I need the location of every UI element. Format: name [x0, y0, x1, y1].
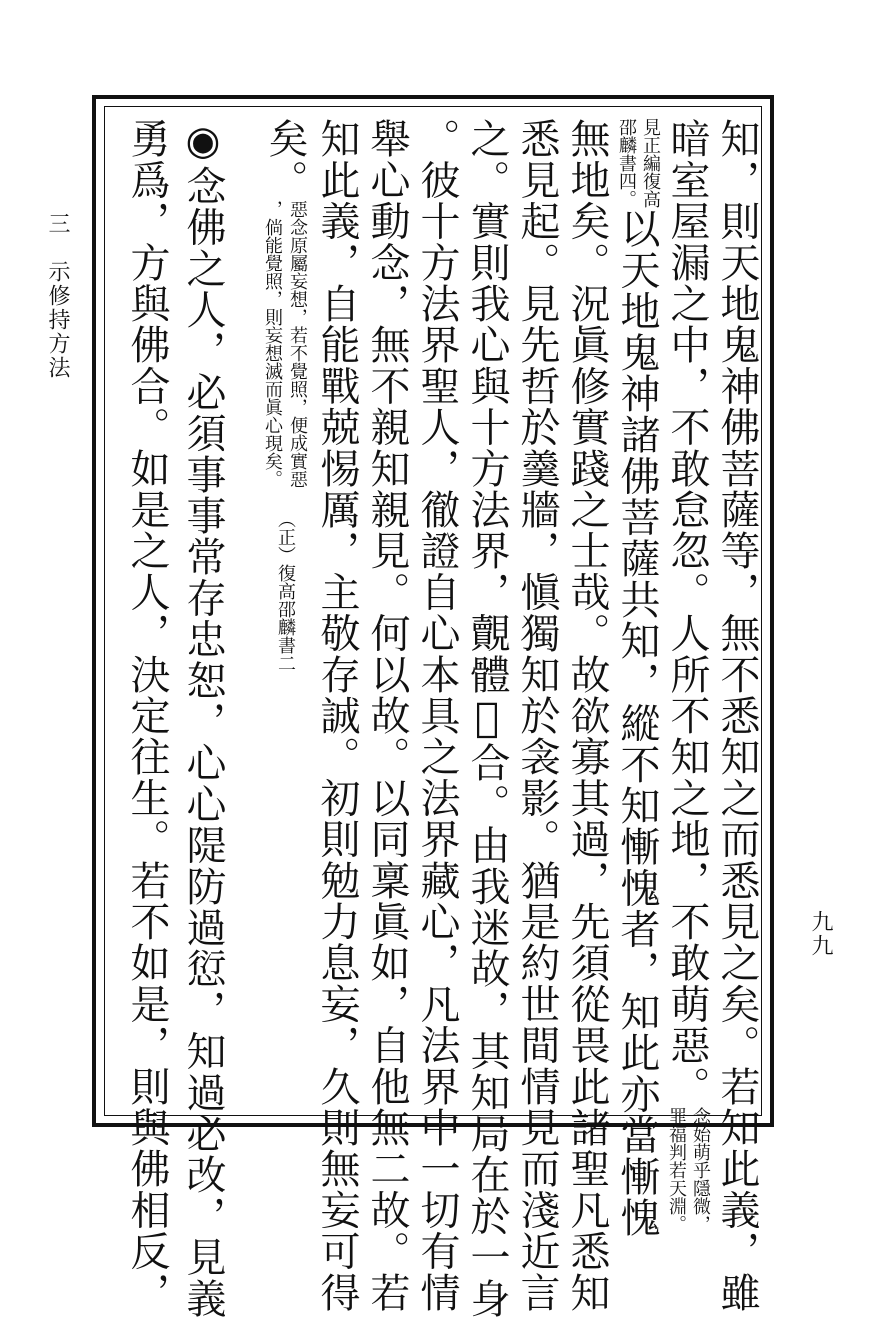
- source-annotation: 見正編復高 邵麟書四。: [616, 118, 661, 208]
- column-text: 以天地鬼神諸佛菩薩共知，縱不知慚愧者，知此亦當慚愧: [614, 208, 660, 1238]
- column-text: 之。實則我心與十方法界，覿體𦚾合。由我迷故，其知局在於一身: [464, 118, 510, 1319]
- column-text: 暗室屋漏之中，不敢怠忽。人所不知之地，不敢萌惡。: [664, 118, 710, 1107]
- column-text: 矣。: [262, 118, 308, 201]
- text-column-6: [462, 118, 512, 1319]
- column-text: 知此義，自能戰兢惕厲，主敬存誠。初則勉力息妄，久則無妄可得: [314, 118, 360, 1313]
- inline-annotation: 惡念原屬妄想，若不覺照，便成實惡 ，倘能覺照，則妄想滅而眞心現矣。: [262, 200, 308, 489]
- text-column-7: [412, 118, 462, 1313]
- column-text: 舉心動念，無不親知親見。何以故。以同稟眞如，自他無二故。若: [364, 118, 410, 1313]
- text-column-11: [178, 118, 228, 1319]
- bullet-marker: ◉: [180, 118, 226, 166]
- column-text: 念佛之人，必須事事常存忠恕，心心隄防過愆，知過必改，見義: [180, 165, 226, 1319]
- page-number: 九九: [808, 910, 833, 958]
- column-text: 勇爲，方與佛合。如是之人，決定往生。若不如是，則與佛相反，: [124, 118, 170, 1313]
- section-header: 三 示修持方法: [45, 212, 70, 380]
- inline-annotation: 念始萌乎隱微， 罪福判若天淵。: [666, 1106, 711, 1233]
- text-column-9: [312, 118, 362, 1313]
- column-text: 悉見起。見先哲於羹牆，愼獨知於衾影。猶是約世間情見而淺近言: [514, 118, 560, 1313]
- source-reference: （正）復高邵麟書二: [275, 510, 296, 673]
- text-column-3: [612, 118, 662, 1238]
- text-column-2: [662, 118, 712, 1233]
- column-text: 無地矣。況眞修實踐之士哉。故欲寡其過，先須從畏此諸聖凡悉知: [564, 118, 610, 1313]
- column-text: 。彼十方法界聖人，徹證自心本具之法界藏心，凡法界中一切有情: [414, 118, 460, 1313]
- column-text: 知，則天地鬼神佛菩薩等，無不悉知之而悉見之矣。若知此義，雖: [714, 118, 760, 1313]
- text-column-12: [122, 118, 172, 1313]
- text-column-10: [235, 118, 310, 1108]
- text-column-8: [362, 118, 412, 1313]
- text-column-4: [562, 118, 612, 1313]
- text-column-1: [712, 118, 762, 1313]
- text-column-5: [512, 118, 562, 1313]
